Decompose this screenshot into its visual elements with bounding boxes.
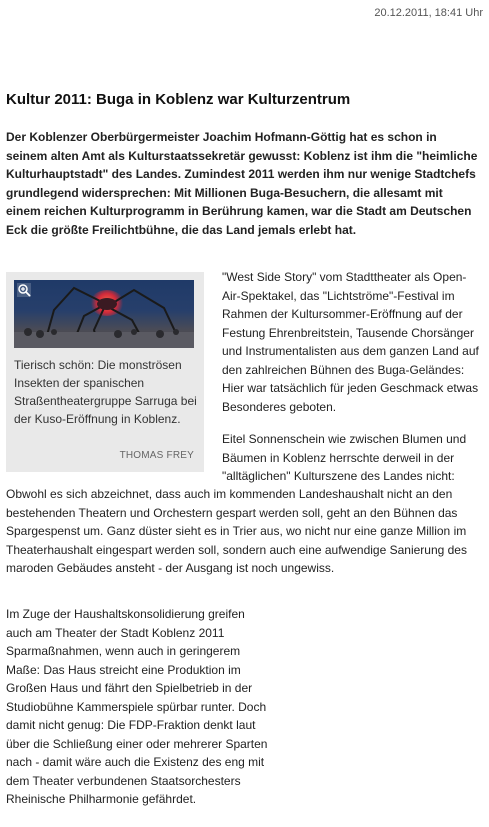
magnifier-plus-icon[interactable] [17,283,31,297]
article-paragraph-2-side: Eitel Sonnenschein wie zwischen Blumen und Bäumen in Koblenz herrschte derweil in der "alltäglichen" Kulturszene des Landes nicht: [222,432,467,483]
figure-credit: THOMAS FREY [119,450,194,461]
insect-silhouette [14,280,194,348]
article-date: 20.12.2011, 18:41 Uhr [374,7,483,19]
article-lead: Der Koblenzer Oberbürgermeister Joachim Hofmann-Göttig hat es schon in seinem alten Amt als Kulturstaatssekretär gewusst: Koblenz ist ihm die "heimliche Kulturhauptstadt" des Landes. Zumindest 2011 werden ihm nur wenige Stadtchefs grundlegend widersprechen: Mit Millionen Buga-Besuchern, die allesamt mit einem reichen Kulturprogramm in Berührung kamen, war die Stadt am Deutschen Eck die größte Freilichtbühne, die das Land jemals erlebt hat. [6,130,478,237]
article-paragraph-1: "West Side Story" vom Stadttheater als Open-Air-Spektakel, das "Lichtströme"-Festival im Rahmen der Kultursommer-Eröffnung auf der Festung Ehrenbreitstein, Tausende Chorsänger und Instrumentalisten aus dem ganzen Land auf den zahlreichen Bühnen des Buga-Geländes: Hier war tatsächlich für jeden Geschmack etwas Besonderes geboten. [222,270,479,414]
article-paragraph-3: Im Zuge der Haushaltskonsolidierung greifen auch am Theater der Stadt Koblenz 2011 Sparmaßnahmen, wenn auch in geringerem Maße: Das Haus streicht eine Produktion im Großen Haus und fährt den Spielbetrieb in der Studiobühne Kammerspiele spürbar runter. Doch damit nicht genug: Die FDP-Fraktion denkt laut über die Schließung einer oder mehrerer Sparten nach - damit wäre auch die Existenz des eng mit dem Theater verbundenen Staatsorchesters Rheinische Philharmonie gefährdet. [6,607,268,806]
article-title: Kultur 2011: Buga in Koblenz war Kulturzentrum [6,91,351,108]
figure-caption: Tierisch schön: Die monströsen Insekten der spanischen Straßentheatergruppe Sarruga bei der Kuso-Eröffnung in Koblenz. [14,358,197,426]
article-photo[interactable] [14,280,194,348]
article-paragraph-2-wide: Obwohl es sich abzeichnet, dass auch im kommenden Landeshaushalt nicht an den bestehenden Theatern und Orchestern gespart werden soll, geht an den Bühnen das Spargespenst um. Ganz düster sieht es in Trier aus, wo nicht nur eine ganze Million im Theaterhaushalt eingespart werden soll, sondern auch eine aufwendige Sanierung des maroden Gebäudes ansteht - der Ausgang ist noch ungewiss. [6,487,467,575]
article-figure [6,272,204,472]
